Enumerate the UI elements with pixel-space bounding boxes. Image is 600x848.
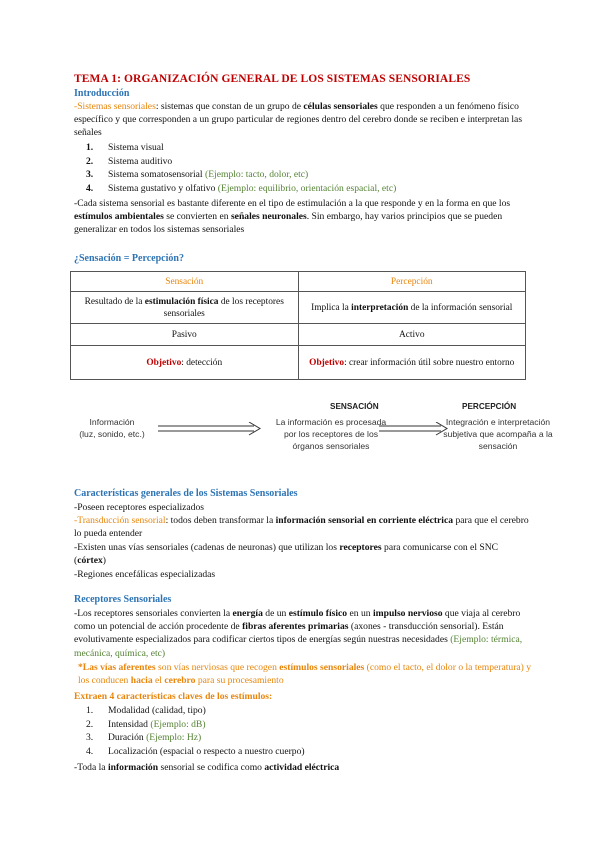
table-header-percepcion: Percepción [298, 272, 526, 292]
list-item: 2. Sistema auditivo [86, 155, 173, 167]
section-heading-sensacion-percepcion: ¿Sensación = Percepción? [74, 253, 184, 264]
diagram-header-sensacion: SENSACIÓN [330, 402, 379, 411]
list-item: 3. Sistema somatosensorial (Ejemplo: tacto, dolor, etc) [86, 169, 309, 180]
page-title: TEMA 1: ORGANIZACIÓN GENERAL DE LOS SISTEMAS SENSORIALES [74, 73, 471, 85]
list-item: 4. Localización (espacial o respecto a nuestro cuerpo) [86, 745, 305, 757]
table-cell: Objetivo: crear información útil sobre nuestro entorno [298, 346, 526, 380]
diagram-input-label: Información (luz, sonido, etc.) [79, 417, 145, 439]
general-line: -Existen unas vías sensoriales (cadenas de neuronas) que utilizan los receptores para comunicarse con el SNC (córtex) [74, 542, 499, 567]
comparison-table [70, 271, 526, 380]
general-line: -Poseen receptores especializados [74, 502, 204, 513]
section-heading-caracteristicas: Características generales de los Sistemas Sensoriales [74, 488, 298, 499]
list-item: 1. Modalidad (calidad, tipo) [86, 705, 206, 716]
table-cell: Implica la interpretación de la información sensorial [298, 292, 526, 324]
list-item: 1. Sistema visual [86, 142, 164, 153]
table-header-sensacion: Sensación [71, 272, 299, 292]
double-arrow-icon [156, 422, 266, 436]
diagram-sensation-label: La información es procesada por los receptores de los órganos sensoriales [275, 417, 387, 451]
receptors-paragraph: -Los receptores sensoriales convierten la energía de un estímulo físico en un impulso nervioso que viaja al cerebro como un potencial de acción procedente de fibras aferentes primarias (axones - transducción sensorial). Están evolutivamente especializados para codificar ciertos tipos de energías según nuestras necesidades (Ejemplo: térmica, mecánica, química, etc) [74, 608, 523, 659]
list-item: 3. Duración (Ejemplo: Hz) [86, 732, 202, 743]
table-cell: Activo [298, 324, 526, 346]
table-cell: Objetivo: detección [71, 346, 299, 380]
section-heading-introduccion: Introducción [74, 88, 130, 99]
intro-paragraph: -Sistemas sensoriales: sistemas que constan de un grupo de células sensoriales que responden a un fenómeno físico específico y que corresponden a un grupo particular de regiones dentro del cerebro donde se reciben e interpretan las señales [74, 101, 523, 139]
intro-paragraph-2: -Cada sistema sensorial es bastante diferente en el tipo de estimulación a la que responde y en la forma en que los estímulos ambientales se convierten en señales neuronales. Sin embargo, hay varios principios que se pueden generalizar en todos los sistemas sensoriales [74, 198, 511, 236]
general-line: -Transducción sensorial: todos deben transformar la información sensorial en corriente eléctrica para que el cerebro lo pueda entender [74, 515, 529, 540]
general-line: -Regiones encefálicas especializadas [74, 569, 216, 580]
list-item: 2. Intensidad (Ejemplo: dB) [86, 718, 206, 730]
section-heading-receptores: Receptores Sensoriales [74, 594, 172, 605]
diagram-perception-label: Integración e interpretación subjetiva que acompaña a la sensación [443, 417, 553, 451]
receptors-final-line: -Toda la información sensorial se codifica como actividad eléctrica [74, 762, 340, 773]
list-item: 4. Sistema gustativo y olfativo (Ejemplo: equilibrio, orientación espacial, etc) [86, 182, 397, 194]
diagram-header-percepcion: PERCEPCIÓN [462, 402, 517, 411]
table-cell: Pasivo [71, 324, 299, 346]
afferent-note: *Las vías aferentes son vías nerviosas que recogen estímulos sensoriales (como el tacto, el dolor o la temperatura) y los conducen hacia el cerebro para su procesamiento [78, 662, 532, 687]
key-features-heading: Extraen 4 características claves de los estímulos: [74, 691, 273, 702]
sensation-perception-diagram [70, 398, 553, 463]
table-cell: Resultado de la estimulación física de los receptores sensoriales [71, 292, 299, 324]
